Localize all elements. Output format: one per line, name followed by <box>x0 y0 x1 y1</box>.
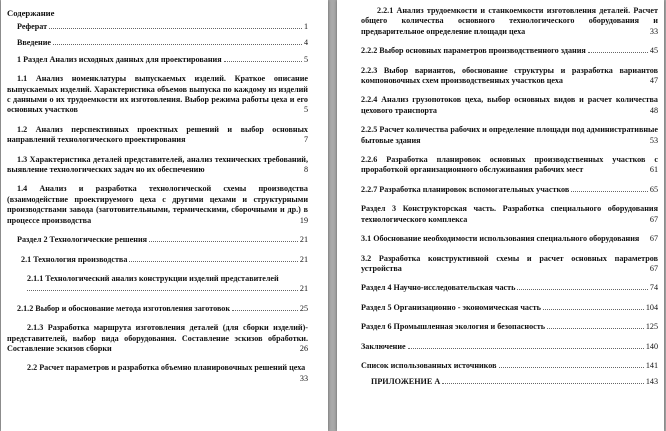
toc-entry[interactable] <box>7 155 308 176</box>
toc-entry[interactable] <box>7 74 308 116</box>
toc-leader-dots <box>408 347 644 349</box>
toc-entry[interactable] <box>361 361 658 371</box>
toc-entry[interactable] <box>361 204 658 225</box>
toc-page-number: 5 <box>303 105 308 115</box>
toc-entry[interactable] <box>361 303 658 313</box>
toc-entry-text: 2.2 Расчет параметров и разработка объемно планировочных решений цеха <box>27 363 306 373</box>
toc-entry[interactable] <box>7 304 308 314</box>
toc-entry-text: 2.1 Технология производства <box>21 254 128 264</box>
toc-leader-dots <box>547 327 644 329</box>
toc-page-number: 67 <box>649 234 658 244</box>
toc-entry[interactable] <box>7 363 308 383</box>
toc-page-number: 19 <box>299 215 308 225</box>
toc-leader-dots <box>571 190 648 192</box>
toc-page-number: 8 <box>303 165 308 175</box>
toc-leader-dots <box>499 366 644 368</box>
toc-leader-dots <box>543 308 644 310</box>
toc-entry[interactable] <box>361 95 658 116</box>
toc-entry[interactable] <box>361 342 658 352</box>
toc-entry-text: 1.4 Анализ и разработка технологической схемы производства (взаимодействие проектируемого цеха с другими цехами и структурными производствами завода (заготовительными, термическими, сборочными и др.) в процессе производства <box>7 184 308 225</box>
toc-entry-text: 2.2.3 Выбор вариантов, обоснование структуры и разработка вариантов компоновочных схем производственных участков цеха <box>361 65 658 86</box>
toc-entry[interactable] <box>361 6 658 37</box>
document-page-left <box>1 0 328 431</box>
toc-entry-text: 3.2 Разработка конструктивной схемы и расчет основных параметров устройства <box>361 253 658 273</box>
toc-entry-text: Список использованных источников <box>361 360 497 370</box>
toc-entry-text: 1.1 Анализ номенклатуры выпускаемых изделий. Краткое описание выпускаемых изделий. Характеристика объемов выпуска по каждому из изделий с данными о их трудоемкости их изготовления. Выбор режима работы цеха и его основных участков <box>7 74 308 115</box>
toc-page-number: 141 <box>645 360 658 370</box>
toc-entry[interactable] <box>361 185 658 195</box>
toc-page-number: 7 <box>303 135 308 145</box>
toc-entry[interactable] <box>7 235 308 245</box>
toc-page-number: 26 <box>299 343 308 353</box>
toc-page-number: 67 <box>649 214 658 224</box>
toc-leader-dots <box>49 27 302 29</box>
toc-entry[interactable] <box>361 234 658 244</box>
toc-leader-dots <box>53 43 302 45</box>
toc-page-number: 33 <box>299 373 308 383</box>
toc-entry[interactable] <box>361 322 658 332</box>
toc-page-number: 5 <box>303 54 308 64</box>
toc-entry-text: Раздел 3 Конструкторская часть. Разработка специального оборудования технологического комплекса <box>361 204 658 224</box>
toc-page-number: 45 <box>649 46 658 56</box>
toc-page-number: 25 <box>299 303 308 313</box>
toc-entry-text: Реферат <box>17 22 48 31</box>
toc-entry-text: 2.2.7 Разработка планировок вспомогательных участков <box>361 184 570 194</box>
toc-entry-text: 2.2.5 Расчет количества рабочих и определение площади под административные бытовые здания <box>361 125 658 145</box>
toc-entry-text: 1.2 Анализ перспективных проектных решений и выбор основных направлений технологического проектирования <box>7 124 308 145</box>
toc-entry[interactable] <box>7 184 308 226</box>
toc-entry[interactable] <box>361 283 658 293</box>
table-of-contents <box>1 0 328 384</box>
toc-leader-dots <box>442 382 644 384</box>
toc-leader-dots <box>517 288 647 290</box>
toc-entry-text: 2.2.4 Анализ грузопотоков цеха, выбор основных видов и расчет количества цехового транспорта <box>361 95 658 115</box>
toc-entry-text: 3.1 Обоснование необходимости использования специального оборудования <box>361 234 640 244</box>
toc-entry-text: ПРИЛОЖЕНИЕ А <box>371 377 441 387</box>
toc-entry-text: 2.2.2 Выбор основных параметров производственного здания <box>361 46 586 56</box>
toc-entry[interactable] <box>7 274 308 295</box>
toc-page-number: 65 <box>649 184 658 194</box>
toc-entry-text: 2.2.6 Разработка планировок основных производственных участков с проработкой организационного обслуживания рабочих мест <box>361 155 658 175</box>
toc-page-number: 74 <box>649 283 658 293</box>
toc-entry-text: Раздел 4 Научно-исследовательская часть <box>361 283 516 293</box>
toc-entry[interactable] <box>7 323 308 354</box>
toc-entry[interactable] <box>361 254 658 275</box>
toc-entry-text: Заключение <box>361 341 406 351</box>
toc-entry[interactable] <box>7 255 308 265</box>
toc-entry-text: 2.1.2 Выбор и обоснование метода изготовления заготовок <box>17 303 231 313</box>
toc-entry[interactable] <box>7 55 308 65</box>
toc-entry-text: Раздел 6 Промышленная экология и безопасность <box>361 322 546 332</box>
toc-entry[interactable] <box>361 66 658 87</box>
toc-entry[interactable] <box>361 46 658 56</box>
toc-entry-text: 2.2.1 Анализ трудоемкости и станкоемкости изготовления деталей. Расчет общего количества основного технологического оборудования и предварительное определение площади цеха <box>361 6 658 36</box>
toc-page-number: 61 <box>649 165 658 175</box>
toc-page-number: 67 <box>649 263 658 273</box>
toc-page-number: 47 <box>649 76 658 86</box>
toc-entry[interactable] <box>361 377 658 387</box>
toc-entry-text: Раздел 5 Организационно - экономическая часть <box>361 302 541 312</box>
toc-page-number: 4 <box>303 38 308 48</box>
toc-entry-text: Раздел 2 Технологические решения <box>17 235 148 245</box>
toc-leader-dots <box>149 240 298 242</box>
toc-entry[interactable] <box>7 22 308 32</box>
toc-page-number: 143 <box>645 377 658 387</box>
toc-page-number: 104 <box>645 302 658 312</box>
toc-leader-dots <box>224 60 302 62</box>
toc-leader-dots <box>588 51 648 53</box>
toc-page-number: 33 <box>649 26 658 36</box>
toc-page-number: 48 <box>649 105 658 115</box>
toc-leader-dots <box>129 260 297 262</box>
toc-entry-text: 1.3 Характеристика деталей представителей, анализ технических требований, выявление технологических задач но их обеспечению <box>7 154 308 175</box>
toc-page-number: 125 <box>645 322 658 332</box>
toc-entry-text: 2.1.3 Разработка маршрута изготовления деталей (для сборки изделий)-представителей, выбор вида оборудования. Составление эскизов обработки. Составление эскизов сборки <box>7 323 308 353</box>
toc-page-number: 1 <box>303 22 308 31</box>
toc-entry-text: 2.1.1 Технологический анализ конструкции изделий представителей <box>27 273 279 283</box>
toc-heading: Содержание <box>7 8 55 18</box>
document-page-right <box>337 0 664 431</box>
toc-entry-text: Введение <box>17 38 51 48</box>
toc-page-number: 21 <box>299 284 308 294</box>
toc-page-number: 21 <box>299 235 308 245</box>
toc-entry[interactable] <box>361 155 658 176</box>
toc-leader-dots <box>27 289 298 291</box>
toc-page-number: 140 <box>645 341 658 351</box>
toc-leader-dots <box>232 309 298 311</box>
toc-entry[interactable] <box>7 125 308 146</box>
toc-page-number: 53 <box>649 135 658 145</box>
toc-page-number: 21 <box>299 254 308 264</box>
toc-entry[interactable] <box>361 125 658 146</box>
toc-entry[interactable] <box>7 38 308 48</box>
toc-entry-text: 1 Раздел Анализ исходных данных для проектирования <box>17 54 222 64</box>
table-of-contents-continued <box>337 0 664 388</box>
